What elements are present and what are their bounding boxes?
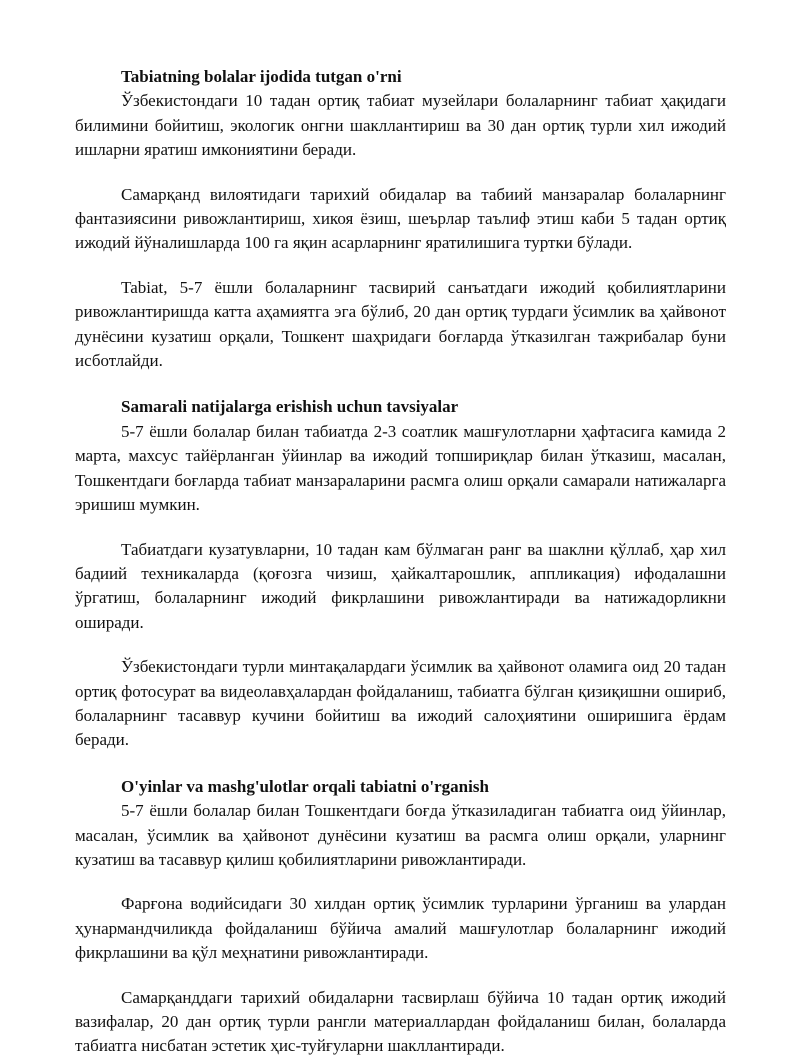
paragraph: 5-7 ёшли болалар билан Тошкентдаги боғда ўтказиладиган табиатга оид ўйинлар, масалан, ўсимлик ва ҳайвонот дунёсини кузатиш ва расмга олиш орқали, уларнинг кузатиш ва тасаввур қилиш қобилиятларини ривожлантиради. bbox=[75, 801, 726, 869]
section-nature-role bbox=[75, 65, 726, 373]
paragraph: Ўзбекистондаги 10 тадан ортиқ табиат музейлари болаларнинг табиат ҳақидаги билимини бойитиш, экологик онгни шакллантириш ва 30 дан ортиқ турли хил ижодий ишларни яратиш имкониятини беради. bbox=[75, 91, 726, 160]
paragraph: Самарқанддаги тарихий обидаларни тасвирлаш бўйича 10 тадан ортиқ ижодий вазифалар, 20 дан ортиқ турли рангли материаллардан фойдаланиш билан, болаларда табиатга нисбатан эстетик ҳис-туйғуларни шакллантиради. bbox=[75, 987, 726, 1056]
section-heading: Samarali natijalarga erishish uchun tavsiyalar bbox=[121, 397, 459, 417]
paragraph: Самарқанд вилоятидаги тарихий обидалар ва табиий манзаралар болаларнинг фантазиясини ривожлантириш, хикоя ёзиш, шеърлар таълиф этиш каби 5 тадан ортиқ ижодий йўналишларда 100 га яқин асарларнинг яратилишига туртки бўлади. bbox=[75, 184, 726, 253]
paragraph: Фарғона водийсидаги 30 хилдан ортиқ ўсимлик турларини ўрганиш ва улардан ҳунармандчиликда фойдаланиш бўйича амалий машғулотлар болаларнинг ижодий фикрлашини ва қўл меҳнатини ривожлантиради. bbox=[75, 894, 726, 963]
section-games-activities bbox=[75, 775, 726, 1059]
section-heading: Tabiatning bolalar ijodida tutgan o'rni bbox=[121, 67, 402, 86]
section-heading: O'yinlar va mashg'ulotlar orqali tabiatni o'rganish bbox=[121, 776, 489, 796]
section-recommendations bbox=[75, 395, 726, 752]
paragraph: Tabiat, 5-7 ёшли болаларнинг тасвирий санъатдаги ижодий қобилиятларини ривожлантиришда катта аҳамиятга эга бўлиб, 20 дан ортиқ турдаги ўсимлик ва ҳайвонот дунёсини кузатиш орқали, Тошкент шаҳридаги боғларда ўтказилган тажрибалар буни исботлайди. bbox=[75, 277, 726, 371]
paragraph: 5-7 ёшли болалар билан табиатда 2-3 соатлик машғулотларни ҳафтасига камида 2 марта, махсус тайёрланган ўйинлар ва ижодий топшириқлар билан ўтказиш, масалан, Тошкентдаги боғларда табиат манзараларини расмга олиш орқали самарали натижаларга эришиш мумкин. bbox=[75, 421, 726, 515]
paragraph: Ўзбекистондаги турли минтақалардаги ўсимлик ва ҳайвонот оламига оид 20 тадан ортиқ фотосурат ва видеолавҳалардан фойдаланиш, табиатга бўлган қизиқишни ошириб, болаларнинг тасаввур кучини бойитиш ва ижодий салоҳиятини оширишига ёрдам беради. bbox=[75, 657, 726, 750]
paragraph: Табиатдаги кузатувларни, 10 тадан кам бўлмаган ранг ва шаклни қўллаб, ҳар хил бадиий техникаларда (қоғозга чизиш, ҳайкалтарошлик, аппликация) ифодалашни ўргатиш, болаларнинг ижодий фикрлашини ривожлантиради ва натижадорликни оширади. bbox=[75, 539, 726, 632]
